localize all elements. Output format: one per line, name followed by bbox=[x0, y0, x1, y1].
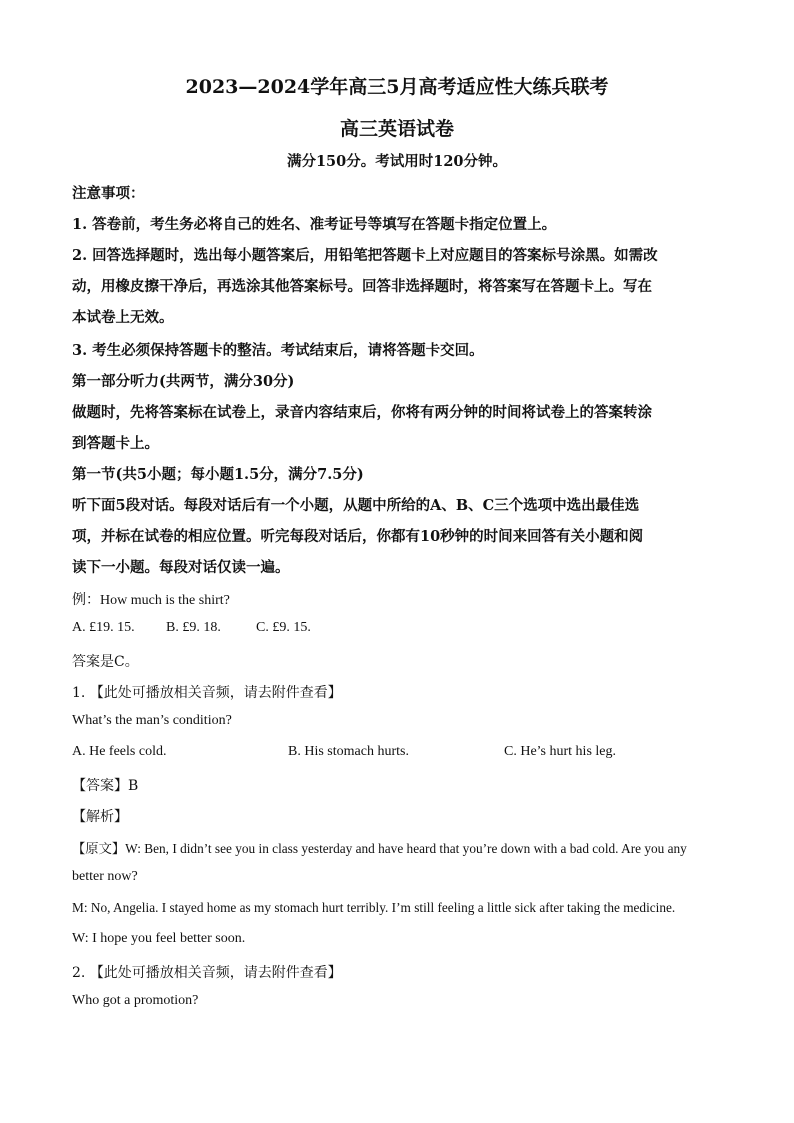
notice-item-3: 3. 考生必须保持答题卡的整洁。考试结束后，请将答题卡交回。 bbox=[72, 342, 484, 359]
q1-transcript-line-4: W: I hope you feel better soon. bbox=[72, 931, 246, 946]
section1-line-1: 听下面5段对话。每段对话后有一个小题，从题中所给的A、B、C三个选项中选出最佳选 bbox=[72, 497, 640, 514]
exam-subtitle: 高三英语试卷 bbox=[339, 118, 454, 140]
notice-heading: 注意事项： bbox=[72, 185, 145, 202]
q2-audio-note: 2. 【此处可播放相关音频，请去附件查看】 bbox=[72, 965, 342, 981]
notice-item-2-line-1: 2. 回答选择题时，选出每小题答案后，用铅笔把答题卡上对应题目的答案标号涂黑。如需改 bbox=[72, 247, 658, 264]
q1-transcript-line-1: 【原文】W: Ben, I didn’t see you in class yesterday and have heard that you’re down with a bad cold. Are you any bbox=[72, 841, 687, 856]
example-option-b: B. £9. 18. bbox=[166, 620, 221, 635]
notice-item-1: 1. 答卷前，考生务必将自己的姓名、准考证号等填写在答题卡指定位置上。 bbox=[72, 216, 557, 233]
example-answer: 答案是C。 bbox=[72, 654, 139, 670]
q2-question: Who got a promotion? bbox=[72, 993, 199, 1008]
q1-analysis-label: 【解析】 bbox=[72, 809, 128, 825]
example-option-a: A. £19. 15. bbox=[72, 620, 135, 635]
part1-intro-line-2: 到答题卡上。 bbox=[72, 435, 159, 452]
part1-heading: 第一部分听力(共两节，满分30分) bbox=[72, 373, 295, 390]
q1-answer: 【答案】B bbox=[72, 778, 139, 794]
notice-item-2-line-3: 本试卷上无效。 bbox=[72, 309, 174, 326]
part1-intro-line-1: 做题时，先将答案标在试卷上，录音内容结束后，你将有两分钟的时间将试卷上的答案转涂 bbox=[72, 404, 652, 421]
q1-transcript-line-2: better now? bbox=[72, 869, 138, 884]
q1-option-c: C. He’s hurt his leg. bbox=[504, 744, 616, 759]
q1-audio-note: 1. 【此处可播放相关音频，请去附件查看】 bbox=[72, 685, 342, 701]
exam-title: 2023—2024学年高三5月高考适应性大练兵联考 bbox=[185, 76, 609, 98]
notice-item-2-line-2: 动，用橡皮擦干净后，再选涂其他答案标号。回答非选择题时，将答案写在答题卡上。写在 bbox=[72, 278, 652, 295]
example-option-c: C. £9. 15. bbox=[256, 620, 311, 635]
score-info: 满分150分。考试用时120分钟。 bbox=[286, 153, 508, 170]
q1-option-b: B. His stomach hurts. bbox=[288, 744, 409, 759]
section1-heading: 第一节(共5小题；每小题1.5分，满分7.5分) bbox=[72, 466, 364, 483]
q1-question: What’s the man’s condition? bbox=[72, 713, 232, 728]
section1-line-2: 项，并标在试卷的相应位置。听完每段对话后，你都有10秒钟的时间来回答有关小题和阅 bbox=[72, 528, 644, 545]
example-question: 例：How much is the shirt? bbox=[72, 593, 230, 608]
section1-line-3: 读下一小题。每段对话仅读一遍。 bbox=[72, 559, 290, 576]
q1-option-a: A. He feels cold. bbox=[72, 744, 167, 759]
q1-transcript-line-3: M: No, Angelia. I stayed home as my stomach hurt terribly. I’m still feeling a little sick after taking the medicine. bbox=[72, 900, 676, 915]
